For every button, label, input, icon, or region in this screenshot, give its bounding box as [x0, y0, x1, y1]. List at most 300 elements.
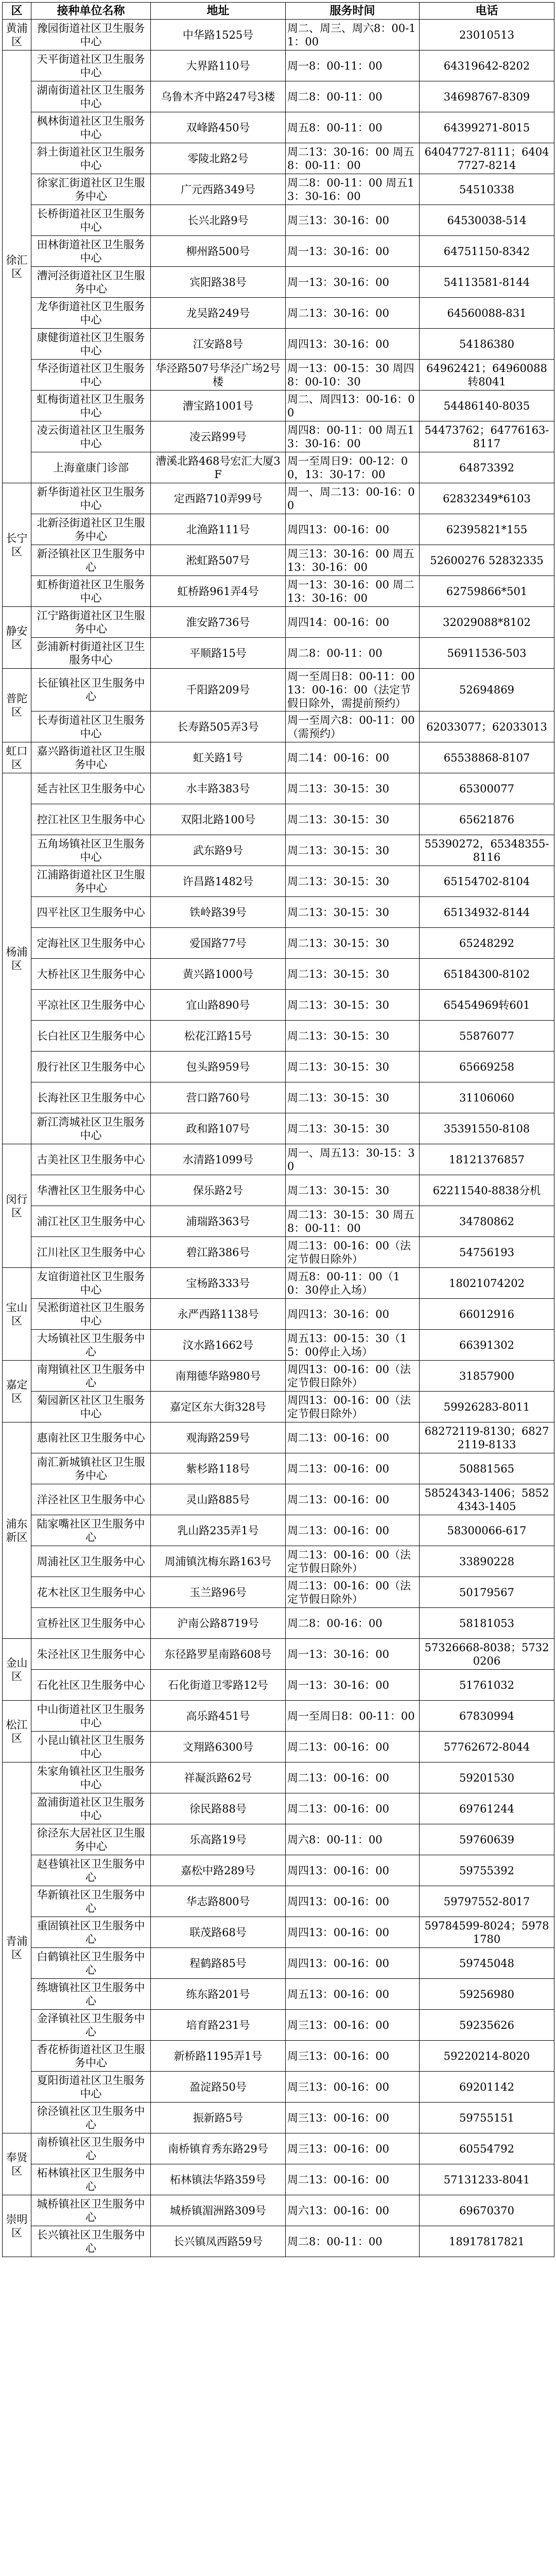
address-cell: 浦瑞路363号 — [151, 1206, 286, 1237]
table-row — [3, 514, 554, 545]
table-row — [3, 20, 554, 50]
address-cell: 长寿路505弄3号 — [151, 711, 286, 742]
phone-cell: 55390272，65348355-8116 — [420, 835, 554, 866]
table-row — [3, 329, 554, 360]
phone-cell: 66012916 — [420, 1299, 554, 1330]
unit-name-cell: 新泾镇社区卫生服务中心 — [31, 545, 151, 576]
table-row — [3, 2041, 554, 2072]
table-row — [3, 174, 554, 205]
unit-name-cell: 香花桥街道社区卫生服务中心 — [31, 2041, 151, 2072]
district-cell: 青浦区 — [3, 1762, 31, 2133]
phone-cell: 65621876 — [420, 804, 554, 835]
service-time-cell: 周二13：30-15：30 — [286, 866, 420, 897]
address-cell: 乳山路235弄1号 — [151, 1515, 286, 1546]
service-time-cell: 周二13：30-15：30 周五8：00-11：00 — [286, 1206, 420, 1237]
address-cell: 华志路800号 — [151, 1886, 286, 1917]
table-row — [3, 1948, 554, 1979]
address-cell: 广元西路349号 — [151, 174, 286, 205]
unit-name-cell: 朱家角镇社区卫生服务中心 — [31, 1762, 151, 1793]
phone-cell: 65248292 — [420, 928, 554, 959]
district-cell: 嘉定区 — [3, 1361, 31, 1422]
address-cell: 文翔路6300号 — [151, 1732, 286, 1762]
address-cell: 嘉定区东大街328号 — [151, 1392, 286, 1422]
address-cell: 宜山路890号 — [151, 990, 286, 1021]
service-time-cell: 周四13：00-16：00（法定节假日除外） — [286, 1392, 420, 1422]
phone-cell: 64751150-8342 — [420, 236, 554, 267]
service-time-cell: 周一13：00-15：30 周四8：00-10：30 — [286, 360, 420, 391]
service-time-cell: 周二13：00-16：00 — [286, 1515, 420, 1546]
unit-name-cell: 盈浦街道社区卫生服务中心 — [31, 1793, 151, 1824]
phone-cell: 65538868-8107 — [420, 742, 554, 773]
address-cell: 漕宝路1001号 — [151, 391, 286, 421]
address-cell: 城桥镇湄洲路309号 — [151, 2195, 286, 2226]
unit-name-cell: 徐泾镇社区卫生服务中心 — [31, 2103, 151, 2133]
unit-name-cell: 中山街道社区卫生服务中心 — [31, 1701, 151, 1732]
district-cell: 虹口区 — [3, 742, 31, 773]
service-time-cell: 周四13：30-16：00 — [286, 1299, 420, 1330]
phone-cell: 65454969转601 — [420, 990, 554, 1021]
address-cell: 铁岭路39号 — [151, 897, 286, 928]
table-row — [3, 1082, 554, 1113]
address-cell: 虹桥路961弄4号 — [151, 576, 286, 607]
phone-cell: 59760639 — [420, 1824, 554, 1855]
service-time-cell: 周二8：00-16：00 — [286, 1608, 420, 1639]
address-cell: 柳州路500号 — [151, 236, 286, 267]
unit-name-cell: 大场镇社区卫生服务中心 — [31, 1330, 151, 1361]
service-time-cell: 周二13：30-15：30 — [286, 773, 420, 804]
phone-cell: 69670370 — [420, 2195, 554, 2226]
unit-name-cell: 朱泾社区卫生服务中心 — [31, 1639, 151, 1670]
unit-name-cell: 天平街道社区卫生服务中心 — [31, 50, 151, 81]
header-district: 区 — [3, 3, 31, 20]
district-cell: 奉贤区 — [3, 2133, 31, 2195]
unit-name-cell: 新华街道社区卫生服务中心 — [31, 483, 151, 514]
phone-cell: 54186380 — [420, 329, 554, 360]
service-time-cell: 周二8：00-11：00 周五13：30-16：00 — [286, 174, 420, 205]
phone-cell: 59784599-8024；59781780 — [420, 1917, 554, 1948]
phone-cell: 59926283-8011 — [420, 1392, 554, 1422]
service-time-cell: 周四14：00-16：00 — [286, 607, 420, 638]
service-time-cell: 周一13：30-16：00 — [286, 267, 420, 298]
service-time-cell: 周三13：00-16：00 — [286, 2041, 420, 2072]
header-time: 服务时间 — [286, 3, 420, 20]
address-cell: 玉兰路96号 — [151, 1577, 286, 1608]
table-row — [3, 391, 554, 421]
address-cell: 紫杉路118号 — [151, 1453, 286, 1484]
phone-cell: 60554792 — [420, 2133, 554, 2164]
service-time-cell: 周三13：00-16：00 — [286, 2072, 420, 2103]
unit-name-cell: 华漕社区卫生服务中心 — [31, 1175, 151, 1206]
unit-name-cell: 殷行社区卫生服务中心 — [31, 1052, 151, 1082]
unit-name-cell: 赵巷镇社区卫生服务中心 — [31, 1855, 151, 1886]
table-row — [3, 1546, 554, 1577]
table-row — [3, 298, 554, 329]
phone-cell: 52600276 52832335 — [420, 545, 554, 576]
address-cell: 双阳北路100号 — [151, 804, 286, 835]
service-time-cell: 周四13：30-16：00 — [286, 329, 420, 360]
service-time-cell: 周三13：00-16：00 — [286, 2010, 420, 2041]
phone-cell: 59797552-8017 — [420, 1886, 554, 1917]
address-cell: 振新路5号 — [151, 2103, 286, 2133]
unit-name-cell: 洋泾社区卫生服务中心 — [31, 1484, 151, 1515]
table-row — [3, 1299, 554, 1330]
table-row — [3, 1608, 554, 1639]
unit-name-cell: 长寿街道社区卫生服务中心 — [31, 711, 151, 742]
unit-name-cell: 康健街道社区卫生服务中心 — [31, 329, 151, 360]
phone-cell: 59755392 — [420, 1855, 554, 1886]
unit-name-cell: 长海社区卫生服务中心 — [31, 1082, 151, 1113]
address-cell: 松花江路15号 — [151, 1021, 286, 1052]
phone-cell: 64873392 — [420, 452, 554, 483]
table-row — [3, 1021, 554, 1052]
service-time-cell: 周一13：30-16：00 — [286, 1639, 420, 1670]
district-cell: 松江区 — [3, 1701, 31, 1762]
table-row — [3, 742, 554, 773]
phone-cell: 55876077 — [420, 1021, 554, 1052]
service-time-cell: 周二13：00-16：00 — [286, 1422, 420, 1453]
table-row — [3, 1670, 554, 1701]
table-row — [3, 959, 554, 990]
table-row — [3, 545, 554, 576]
phone-cell: 52694869 — [420, 669, 554, 711]
table-row — [3, 711, 554, 742]
table-row — [3, 1577, 554, 1608]
service-time-cell: 周一至周日8：00-11：00 13：00-16：00（法定节假日除外，需提前预约） — [286, 669, 420, 711]
service-time-cell: 周四13：00-16：00 — [286, 1948, 420, 1979]
service-time-cell: 周二13：00-16：00 — [286, 1453, 420, 1484]
table-row — [3, 1793, 554, 1824]
phone-cell: 65154702-8104 — [420, 866, 554, 897]
unit-name-cell: 南桥镇社区卫生服务中心 — [31, 2133, 151, 2164]
unit-name-cell: 平凉社区卫生服务中心 — [31, 990, 151, 1021]
address-cell: 宝杨路333号 — [151, 1268, 286, 1299]
unit-name-cell: 惠南社区卫生服务中心 — [31, 1422, 151, 1453]
address-cell: 宾阳路38号 — [151, 267, 286, 298]
address-cell: 嘉松中路289号 — [151, 1855, 286, 1886]
service-time-cell: 周四13：00-16：00（法定节假日除外） — [286, 1361, 420, 1392]
table-row — [3, 1762, 554, 1793]
unit-name-cell: 长征镇社区卫生服务中心 — [31, 669, 151, 711]
unit-name-cell: 枫林街道社区卫生服务中心 — [31, 112, 151, 143]
district-cell: 黄浦区 — [3, 20, 31, 50]
table-row — [3, 483, 554, 514]
table-body — [3, 20, 554, 2257]
unit-name-cell: 上海童康门诊部 — [31, 452, 151, 483]
phone-cell: 18021074202 — [420, 1268, 554, 1299]
unit-name-cell: 田林街道社区卫生服务中心 — [31, 236, 151, 267]
service-time-cell: 周二14：00-16：00 — [286, 742, 420, 773]
service-time-cell: 周四13：00-16：00 — [286, 1886, 420, 1917]
service-time-cell: 周二13：30-16：00 — [286, 298, 420, 329]
phone-cell: 69201142 — [420, 2072, 554, 2103]
service-time-cell: 周二13：00-16：00 — [286, 1762, 420, 1793]
address-cell: 千阳路209号 — [151, 669, 286, 711]
address-cell: 定西路710弄99号 — [151, 483, 286, 514]
table-row — [3, 1206, 554, 1237]
table-row — [3, 669, 554, 711]
unit-name-cell: 重固镇社区卫生服务中心 — [31, 1917, 151, 1948]
address-cell: 观海路259号 — [151, 1422, 286, 1453]
service-time-cell: 周一13：30-16：00 — [286, 1670, 420, 1701]
header-phone: 电话 — [420, 3, 554, 20]
table-row — [3, 2010, 554, 2041]
address-cell: 大界路110号 — [151, 50, 286, 81]
table-row — [3, 897, 554, 928]
address-cell: 徐民路88号 — [151, 1793, 286, 1824]
unit-name-cell: 金泽镇社区卫生服务中心 — [31, 2010, 151, 2041]
table-row — [3, 1855, 554, 1886]
address-cell: 包头路959号 — [151, 1052, 286, 1082]
service-time-cell: 周二13：30-15：30 — [286, 835, 420, 866]
table-row — [3, 1052, 554, 1082]
table-row — [3, 990, 554, 1021]
phone-cell: 54113581-8144 — [420, 267, 554, 298]
service-time-cell: 周二13：30-15：30 — [286, 1052, 420, 1082]
service-time-cell: 周一8：00-11：00 — [286, 50, 420, 81]
address-cell: 水丰路383号 — [151, 773, 286, 804]
address-cell: 联茂路68号 — [151, 1917, 286, 1948]
service-time-cell: 周五8：00-11：00 — [286, 112, 420, 143]
address-cell: 中华路1525号 — [151, 20, 286, 50]
address-cell: 沪南公路8719号 — [151, 1608, 286, 1639]
phone-cell: 64962421；64960088转8041 — [420, 360, 554, 391]
service-time-cell: 周二13：30-15：30 — [286, 1113, 420, 1144]
unit-name-cell: 白鹤镇社区卫生服务中心 — [31, 1948, 151, 1979]
service-time-cell: 周一13：30-16：00 — [286, 236, 420, 267]
phone-cell: 50179567 — [420, 1577, 554, 1608]
unit-name-cell: 长兴镇社区卫生服务中心 — [31, 2226, 151, 2257]
service-time-cell: 周二13：30-16：00 周五8：00-11：00 — [286, 143, 420, 174]
district-cell: 宝山区 — [3, 1268, 31, 1361]
phone-cell: 57326668-8038；57320206 — [420, 1639, 554, 1670]
address-cell: 淞虹路507号 — [151, 545, 286, 576]
unit-name-cell: 豫园街道社区卫生服务中心 — [31, 20, 151, 50]
unit-name-cell: 陆家嘴社区卫生服务中心 — [31, 1515, 151, 1546]
unit-name-cell: 彭浦新村街道社区卫生服务中心 — [31, 638, 151, 669]
phone-cell: 58300066-617 — [420, 1515, 554, 1546]
phone-cell: 59256980 — [420, 1979, 554, 2010]
table-row — [3, 360, 554, 391]
phone-cell: 31106060 — [420, 1082, 554, 1113]
address-cell: 汶水路1662号 — [151, 1330, 286, 1361]
phone-cell: 62759866*501 — [420, 576, 554, 607]
unit-name-cell: 长白社区卫生服务中心 — [31, 1021, 151, 1052]
address-cell: 盈淀路50号 — [151, 2072, 286, 2103]
phone-cell: 64319642-8202 — [420, 50, 554, 81]
address-cell: 政和路107号 — [151, 1113, 286, 1144]
phone-cell: 66391302 — [420, 1330, 554, 1361]
phone-cell: 64399271-8015 — [420, 112, 554, 143]
service-time-cell: 周二、周四13：00-16：00 — [286, 391, 420, 421]
service-time-cell: 周二13：00-16：00（法定节假日除外） — [286, 1546, 420, 1577]
table-row — [3, 112, 554, 143]
phone-cell: 64530038-514 — [420, 205, 554, 236]
table-row — [3, 835, 554, 866]
unit-name-cell: 五角场镇社区卫生服务中心 — [31, 835, 151, 866]
table-row — [3, 1422, 554, 1453]
phone-cell: 35391550-8108 — [420, 1113, 554, 1144]
unit-name-cell: 夏阳街道社区卫生服务中心 — [31, 2072, 151, 2103]
unit-name-cell: 宣桥社区卫生服务中心 — [31, 1608, 151, 1639]
phone-cell: 59201530 — [420, 1762, 554, 1793]
unit-name-cell: 嘉兴路街道社区卫生服务中心 — [31, 742, 151, 773]
table-row — [3, 1886, 554, 1917]
table-row — [3, 1175, 554, 1206]
unit-name-cell: 小昆山镇社区卫生服务中心 — [31, 1732, 151, 1762]
phone-cell: 65184300-8102 — [420, 959, 554, 990]
table-row — [3, 205, 554, 236]
address-cell: 程鹤路85号 — [151, 1948, 286, 1979]
address-cell: 乌鲁木齐中路247号3楼 — [151, 81, 286, 112]
header-row — [3, 3, 554, 20]
phone-cell: 64560088-831 — [420, 298, 554, 329]
table-row — [3, 236, 554, 267]
address-cell: 祥凝浜路62号 — [151, 1762, 286, 1793]
phone-cell: 50881565 — [420, 1453, 554, 1484]
header-address: 地址 — [151, 3, 286, 20]
service-time-cell: 周二13：30-15：30 — [286, 1082, 420, 1113]
address-cell: 柘林镇法华路359号 — [151, 2164, 286, 2195]
unit-name-cell: 江川社区卫生服务中心 — [31, 1237, 151, 1268]
unit-name-cell: 江宁路街道社区卫生服务中心 — [31, 607, 151, 638]
address-cell: 淮安路736号 — [151, 607, 286, 638]
service-time-cell: 周二13：30-15：30 — [286, 990, 420, 1021]
phone-cell: 54756193 — [420, 1237, 554, 1268]
address-cell: 北渔路111号 — [151, 514, 286, 545]
district-cell: 闵行区 — [3, 1144, 31, 1268]
address-cell: 练东路201号 — [151, 1979, 286, 2010]
address-cell: 新桥路1195弄1号 — [151, 2041, 286, 2072]
address-cell: 石化街道卫零路12号 — [151, 1670, 286, 1701]
address-cell: 碧江路386号 — [151, 1237, 286, 1268]
unit-name-cell: 龙华街道社区卫生服务中心 — [31, 298, 151, 329]
phone-cell: 64047727-8111；64047727-8214 — [420, 143, 554, 174]
table-row — [3, 267, 554, 298]
service-time-cell: 周二13：30-15：30 — [286, 897, 420, 928]
phone-cell: 62211540-8838分机 — [420, 1175, 554, 1206]
address-cell: 虹关路1号 — [151, 742, 286, 773]
district-cell: 普陀区 — [3, 669, 31, 742]
table-row — [3, 421, 554, 452]
unit-name-cell: 古美社区卫生服务中心 — [31, 1144, 151, 1175]
unit-name-cell: 江浦路街道社区卫生服务中心 — [31, 866, 151, 897]
phone-cell: 62033077；62033013 — [420, 711, 554, 742]
address-cell: 江安路8号 — [151, 329, 286, 360]
address-cell: 凌云路99号 — [151, 421, 286, 452]
unit-name-cell: 控江社区卫生服务中心 — [31, 804, 151, 835]
service-time-cell: 周五13：00-15：30（15：00停止入场） — [286, 1330, 420, 1361]
service-time-cell: 周一13：30-16：00 周二13：30-16：00 — [286, 576, 420, 607]
phone-cell: 65669258 — [420, 1052, 554, 1082]
phone-cell: 59235626 — [420, 2010, 554, 2041]
table-row — [3, 2133, 554, 2164]
table-row — [3, 866, 554, 897]
unit-name-cell: 漕河泾街道社区卫生服务中心 — [31, 267, 151, 298]
service-time-cell: 周一至周六8：00-11：00（需预约） — [286, 711, 420, 742]
unit-name-cell: 城桥镇社区卫生服务中心 — [31, 2195, 151, 2226]
phone-cell: 34698767-8309 — [420, 81, 554, 112]
unit-name-cell: 虹梅街道社区卫生服务中心 — [31, 391, 151, 421]
table-row — [3, 1144, 554, 1175]
table-row — [3, 1701, 554, 1732]
table-row — [3, 2195, 554, 2226]
address-cell: 南桥镇育秀东路29号 — [151, 2133, 286, 2164]
table-row — [3, 1484, 554, 1515]
table-row — [3, 452, 554, 483]
service-time-cell: 周二13：30-15：30 — [286, 804, 420, 835]
unit-name-cell: 延吉社区卫生服务中心 — [31, 773, 151, 804]
table-row — [3, 1453, 554, 1484]
district-cell: 浦东新区 — [3, 1422, 31, 1639]
phone-cell: 58524343-1406；58524343-1405 — [420, 1484, 554, 1515]
unit-name-cell: 华泾街道社区卫生服务中心 — [31, 360, 151, 391]
phone-cell: 18917817821 — [420, 2226, 554, 2257]
service-time-cell: 周二13：00-16：00 — [286, 2164, 420, 2195]
phone-cell: 68272119-8130；68272119-8133 — [420, 1422, 554, 1453]
unit-name-cell: 徐家汇街道社区卫生服务中心 — [31, 174, 151, 205]
unit-name-cell: 华新镇社区卫生服务中心 — [31, 1886, 151, 1917]
table-row — [3, 1268, 554, 1299]
phone-cell: 34780862 — [420, 1206, 554, 1237]
district-cell: 长宁区 — [3, 483, 31, 607]
phone-cell: 54486140-8035 — [420, 391, 554, 421]
service-time-cell: 周六8：00-11：00 — [286, 1824, 420, 1855]
phone-cell: 59745048 — [420, 1948, 554, 1979]
address-cell: 长兴北路9号 — [151, 205, 286, 236]
address-cell: 乐高路19号 — [151, 1824, 286, 1855]
address-cell: 保乐路2号 — [151, 1175, 286, 1206]
unit-name-cell: 北新泾街道社区卫生服务中心 — [31, 514, 151, 545]
phone-cell: 32029088*8102 — [420, 607, 554, 638]
service-time-cell: 周一至周日9：00-12：00，13：30-17：00 — [286, 452, 420, 483]
service-time-cell: 周二8：00-11：00 — [286, 2226, 420, 2257]
address-cell: 周浦镇沈梅东路163号 — [151, 1546, 286, 1577]
service-time-cell: 周四13：00-16：00 — [286, 1917, 420, 1948]
district-cell: 金山区 — [3, 1639, 31, 1701]
phone-cell: 59220214-8020 — [420, 2041, 554, 2072]
district-cell: 崇明区 — [3, 2195, 31, 2257]
clinic-table — [2, 2, 554, 2257]
unit-name-cell: 南汇新城镇社区卫生服务中心 — [31, 1453, 151, 1484]
phone-cell: 51761032 — [420, 1670, 554, 1701]
phone-cell: 59755151 — [420, 2103, 554, 2133]
address-cell: 营口路760号 — [151, 1082, 286, 1113]
address-cell: 东径路罗星南路608号 — [151, 1639, 286, 1670]
service-time-cell: 周五13：00-16：00 — [286, 1979, 420, 2010]
table-row — [3, 1392, 554, 1422]
phone-cell: 65134932-8144 — [420, 897, 554, 928]
table-row — [3, 1917, 554, 1948]
phone-cell: 67830994 — [420, 1701, 554, 1732]
unit-name-cell: 徐泾东大居社区卫生服务中心 — [31, 1824, 151, 1855]
phone-cell: 58181053 — [420, 1608, 554, 1639]
district-cell: 杨浦区 — [3, 773, 31, 1144]
phone-cell: 56911536-503 — [420, 638, 554, 669]
phone-cell: 57131233-8041 — [420, 2164, 554, 2195]
phone-cell: 65300077 — [420, 773, 554, 804]
address-cell: 漕溪北路468号宏汇大厦3F — [151, 452, 286, 483]
address-cell: 爱国路77号 — [151, 928, 286, 959]
unit-name-cell: 花木社区卫生服务中心 — [31, 1577, 151, 1608]
phone-cell: 23010513 — [420, 20, 554, 50]
table-row — [3, 607, 554, 638]
service-time-cell: 周六13：00-16：00 — [286, 2195, 420, 2226]
table-row — [3, 576, 554, 607]
unit-name-cell: 湖南街道社区卫生服务中心 — [31, 81, 151, 112]
address-cell: 黄兴路1000号 — [151, 959, 286, 990]
unit-name-cell: 周浦社区卫生服务中心 — [31, 1546, 151, 1577]
phone-cell: 31857900 — [420, 1361, 554, 1392]
